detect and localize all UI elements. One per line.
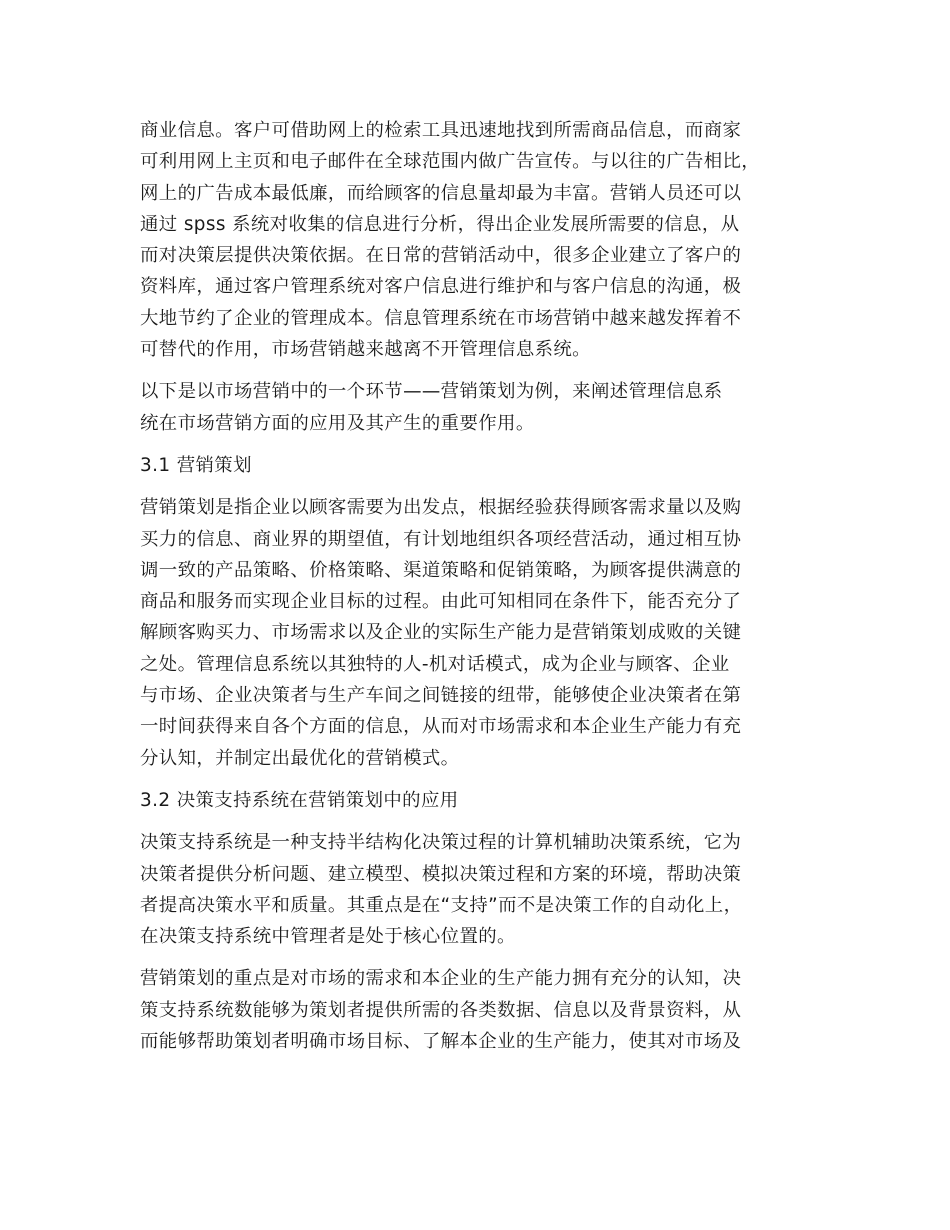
paragraph-marketing-planning — [140, 492, 830, 774]
heading-text: 3.2 决策支持系统在营销策划中的应用 — [140, 789, 459, 811]
text-line: 在决策支持系统中管理者是处于核心位置的。 — [140, 926, 516, 948]
text-line: 资料库，通过客户管理系统对客户信息进行维护和与客户信息的沟通，极 — [140, 276, 742, 298]
text-line: 与市场、企业决策者与生产车间之间链接的纽带，能够使企业决策者在第 — [140, 685, 742, 707]
text-line: 可替代的作用，市场营销越来越离不开管理信息系统。 — [140, 339, 591, 361]
text-line: 营销策划是指企业以顾客需要为出发点，根据经验获得顾客需求量以及购 — [140, 497, 742, 519]
text-line: 而能够帮助策划者明确市场目标、了解本企业的生产能力，使其对市场及 — [140, 1031, 742, 1053]
text-line: 者提高决策水平和质量。其重点是在“支持”而不是决策工作的自动化上， — [140, 894, 743, 916]
text-line: 营销策划的重点是对市场的需求和本企业的生产能力拥有充分的认知，决 — [140, 968, 742, 990]
text-line: 解顾客购买力、市场需求以及企业的实际生产能力是营销策划成败的关键 — [140, 622, 742, 644]
text-line: 以下是以市场营销中的一个环节——营销策划为例，来阐述管理信息系 — [140, 381, 723, 403]
text-line: 策支持系统数能够为策划者提供所需的各类数据、信息以及背景资料，从 — [140, 999, 742, 1021]
text-line: 买力的信息、商业界的期望值，有计划地组织各项经营活动，通过相互协 — [140, 528, 742, 550]
section-heading-3-2 — [140, 785, 830, 816]
paragraph-dss-definition — [140, 827, 830, 952]
text-line: 分认知，并制定出最优化的营销模式。 — [140, 747, 460, 769]
document-body — [140, 115, 830, 1068]
text-line: 大地节约了企业的管理成本。信息管理系统在市场营销中越来越发挥着不 — [140, 307, 742, 329]
paragraph-intro — [140, 115, 830, 365]
text-line: 统在市场营销方面的应用及其产生的重要作用。 — [140, 412, 535, 434]
text-line: 而对决策层提供决策依据。在日常的营销活动中，很多企业建立了客户的 — [140, 245, 742, 267]
text-line: 一时间获得来自各个方面的信息，从而对市场需求和本企业生产能力有充 — [140, 716, 742, 738]
paragraph-planning-focus — [140, 963, 830, 1057]
text-line: 商品和服务而实现企业目标的过程。由此可知相同在条件下，能否充分了 — [140, 591, 742, 613]
text-line: 网上的广告成本最低廉，而给顾客的信息量却最为丰富。营销人员还可以 — [140, 182, 742, 204]
text-line: 决策者提供分析问题、建立模型、模拟决策过程和方案的环境，帮助决策 — [140, 863, 742, 885]
text-line: 决策支持系统是一种支持半结构化决策过程的计算机辅助决策系统，它为 — [140, 832, 742, 854]
text-line: 调一致的产品策略、价格策略、渠道策略和促销策略，为顾客提供满意的 — [140, 559, 742, 581]
text-line: 通过 spss 系统对收集的信息进行分析，得出企业发展所需要的信息，从 — [140, 213, 740, 235]
text-line: 商业信息。客户可借助网上的检索工具迅速地找到所需商品信息，而商家 — [140, 120, 742, 141]
heading-text: 3.1 营销策划 — [140, 454, 252, 476]
text-line: 之处。管理信息系统以其独特的人-机对话模式，成为企业与顾客、企业 — [140, 653, 730, 675]
section-heading-3-1 — [140, 450, 830, 481]
text-line: 可利用网上主页和电子邮件在全球范围内做广告宣传。与以往的广告相比， — [140, 151, 761, 173]
paragraph-transition — [140, 376, 830, 439]
